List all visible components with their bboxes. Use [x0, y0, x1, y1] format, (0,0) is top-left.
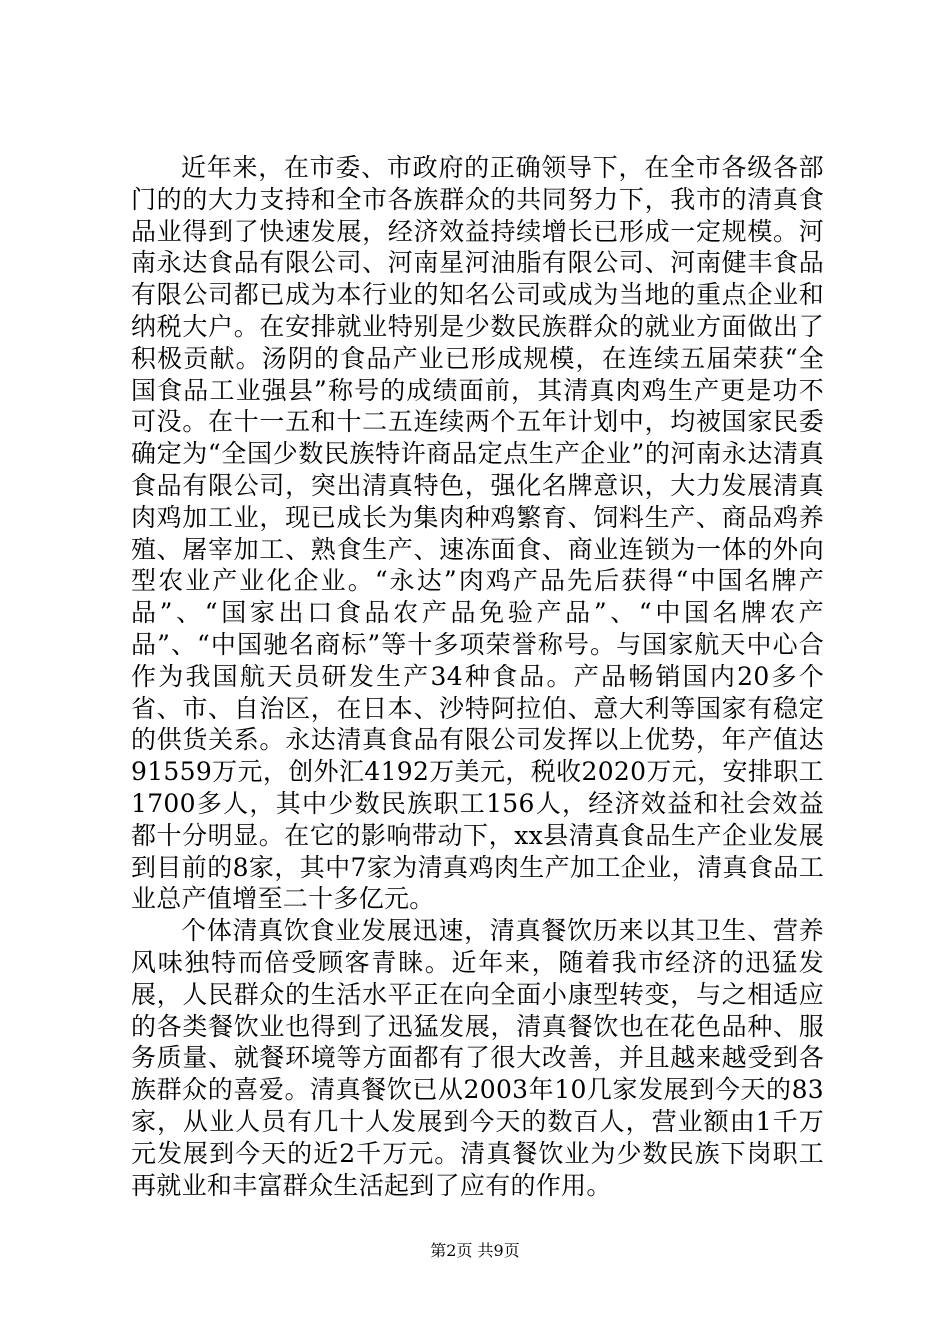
- document-body: [131, 152, 824, 1201]
- paragraph-2: 个体清真饮食业发展迅速，清真餐饮历来以其卫生、营养风味独特而倍受顾客青睐。近年来，随着我市经济的迅猛发展，人民群众的生活水平正在向全面小康型转变，与之相适应的各类餐饮业也得到了迅猛发展，清真餐饮也在花色品种、服务质量、就餐环境等方面都有了很大改善，并且越来越受到各族群众的喜爱。清真餐饮已从2003年10几家发展到今天的83家，从业人员有几十人发展到今天的数百人，营业额由1千万元发展到今天的近2千万元。清真餐饮业为少数民族下岗职工再就业和丰富群众生活起到了应有的作用。: [131, 916, 824, 1200]
- paragraph-1: 近年来，在市委、市政府的正确领导下，在全市各级各部门的的大力支持和全市各族群众的共同努力下，我市的清真食品业得到了快速发展，经济效益持续增长已形成一定规模。河南永达食品有限公司、河南星河油脂有限公司、河南健丰食品有限公司都已成为本行业的知名公司或成为当地的重点企业和纳税大户。在安排就业特别是少数民族群众的就业方面做出了积极贡献。汤阴的食品产业已形成规模，在连续五届荣获“全国食品工业强县”称号的成绩面前，其清真肉鸡生产更是功不可没。在十一五和十二五连续两个五年计划中，均被国家民委确定为“全国少数民族特许商品定点生产企业”的河南永达清真食品有限公司，突出清真特色，强化名牌意识，大力发展清真肉鸡加工业，现已成长为集肉种鸡繁育、饲料生产、商品鸡养殖、屠宰加工、熟食生产、速冻面食、商业连锁为一体的外向型农业产业化企业。“永达”肉鸡产品先后获得“中国名牌产品”、“国家出口食品农产品免验产品”、“中国名牌农产品”、“中国驰名商标”等十多项荣誉称号。与国家航天中心合作为我国航天员研发生产34种食品。产品畅销国内20多个省、市、自治区，在日本、沙特阿拉伯、意大利等国家有稳定的供货关系。永达清真食品有限公司发挥以上优势，年产值达91559万元，创外汇4192万美元，税收2020万元，安排职工1700多人，其中少数民族职工156人，经济效益和社会效益都十分明显。在它的影响带动下，xx县清真食品生产企业发展到目前的8家，其中7家为清真鸡肉生产加工企业，清真食品工业总产值增至二十多亿元。: [131, 153, 824, 914]
- page-footer: 第2页 共9页: [430, 1241, 520, 1260]
